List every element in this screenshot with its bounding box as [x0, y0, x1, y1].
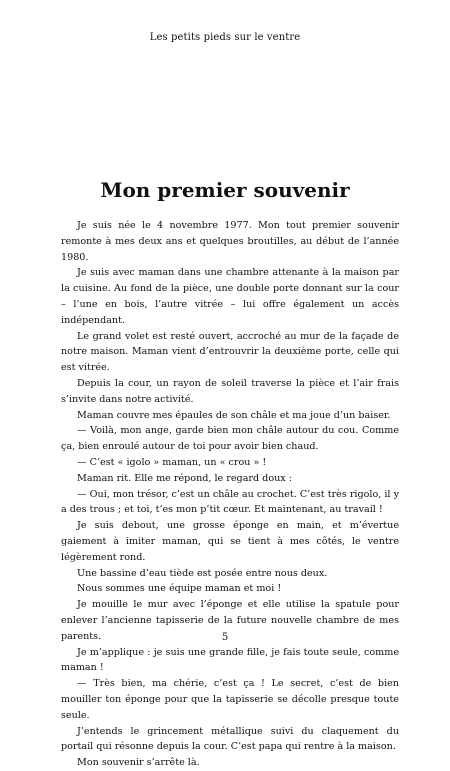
- paragraph: — Oui, mon trésor, c’est un châle au crochet. C’est très rigolo, il y a des trous ; et toi, t’es mon p’tit cœur. Et maintenant, au travail !: [61, 488, 399, 516]
- paragraph: Depuis la cour, un rayon de soleil traverse la pièce et l’air frais s’invite dans notre activité.: [61, 377, 399, 405]
- paragraph: — Voilà, mon ange, garde bien mon châle autour du cou. Comme ça, bien enroulé autour de toi pour avoir bien chaud.: [61, 425, 399, 453]
- paragraph: Maman rit. Elle me répond, le regard doux :: [77, 472, 292, 484]
- paragraph: Je suis née le 4 novembre 1977. Mon tout premier souvenir remonte à mes deux ans et quelques broutilles, au début de l’année 1980.: [61, 220, 399, 263]
- body-text: [61, 218, 399, 771]
- page-number: 5: [221, 632, 229, 643]
- paragraph: Je mouille le mur avec l’éponge et elle utilise la spatule pour enlever l’ancienne tapisserie de la future nouvelle chambre de mes parents.: [61, 599, 399, 642]
- paragraph: Le grand volet est resté ouvert, accroché au mur de la façade de notre maison. Maman vient d’entrouvrir la deuxième porte, celle qui est vitrée.: [61, 330, 399, 374]
- chapter-title: Mon premier souvenir: [100, 178, 350, 202]
- paragraph: — C’est « igolo » maman, un « crou » !: [77, 456, 267, 468]
- paragraph: Mon souvenir s’arrête là.: [77, 757, 200, 769]
- paragraph: Je suis debout, une grosse éponge en main, et m’évertue gaiement à imiter maman, qui se tient à mes côtés, le ventre légèrement rond.: [61, 520, 399, 563]
- paragraph: Nous sommes une équipe maman et moi !: [77, 583, 282, 595]
- paragraph: Maman couvre mes épaules de son châle et ma joue d’un baiser.: [77, 409, 391, 421]
- paragraph: Je suis avec maman dans une chambre attenante à la maison par la cuisine. Au fond de la pièce, une double porte donnant sur la cour – l’une en bois, l’autre vitrée – lui offre également un accès indépendant.: [61, 267, 399, 326]
- paragraph: Je m’applique : je suis une grande fille, je fais toute seule, comme maman !: [61, 646, 399, 674]
- paragraph: — Très bien, ma chérie, c’est ça ! Le secret, c’est de bien mouiller ton éponge pour que la tapisserie se décolle presque toute seule.: [61, 678, 399, 721]
- paragraph: J’entends le grincement métallique suivi du claquement du portail qui résonne depuis la cour. C’est papa qui rentre à la maison.: [61, 725, 399, 753]
- running-header: Les petits pieds sur le ventre: [149, 32, 301, 43]
- paragraph: Une bassine d’eau tiède est posée entre nous deux.: [77, 567, 328, 579]
